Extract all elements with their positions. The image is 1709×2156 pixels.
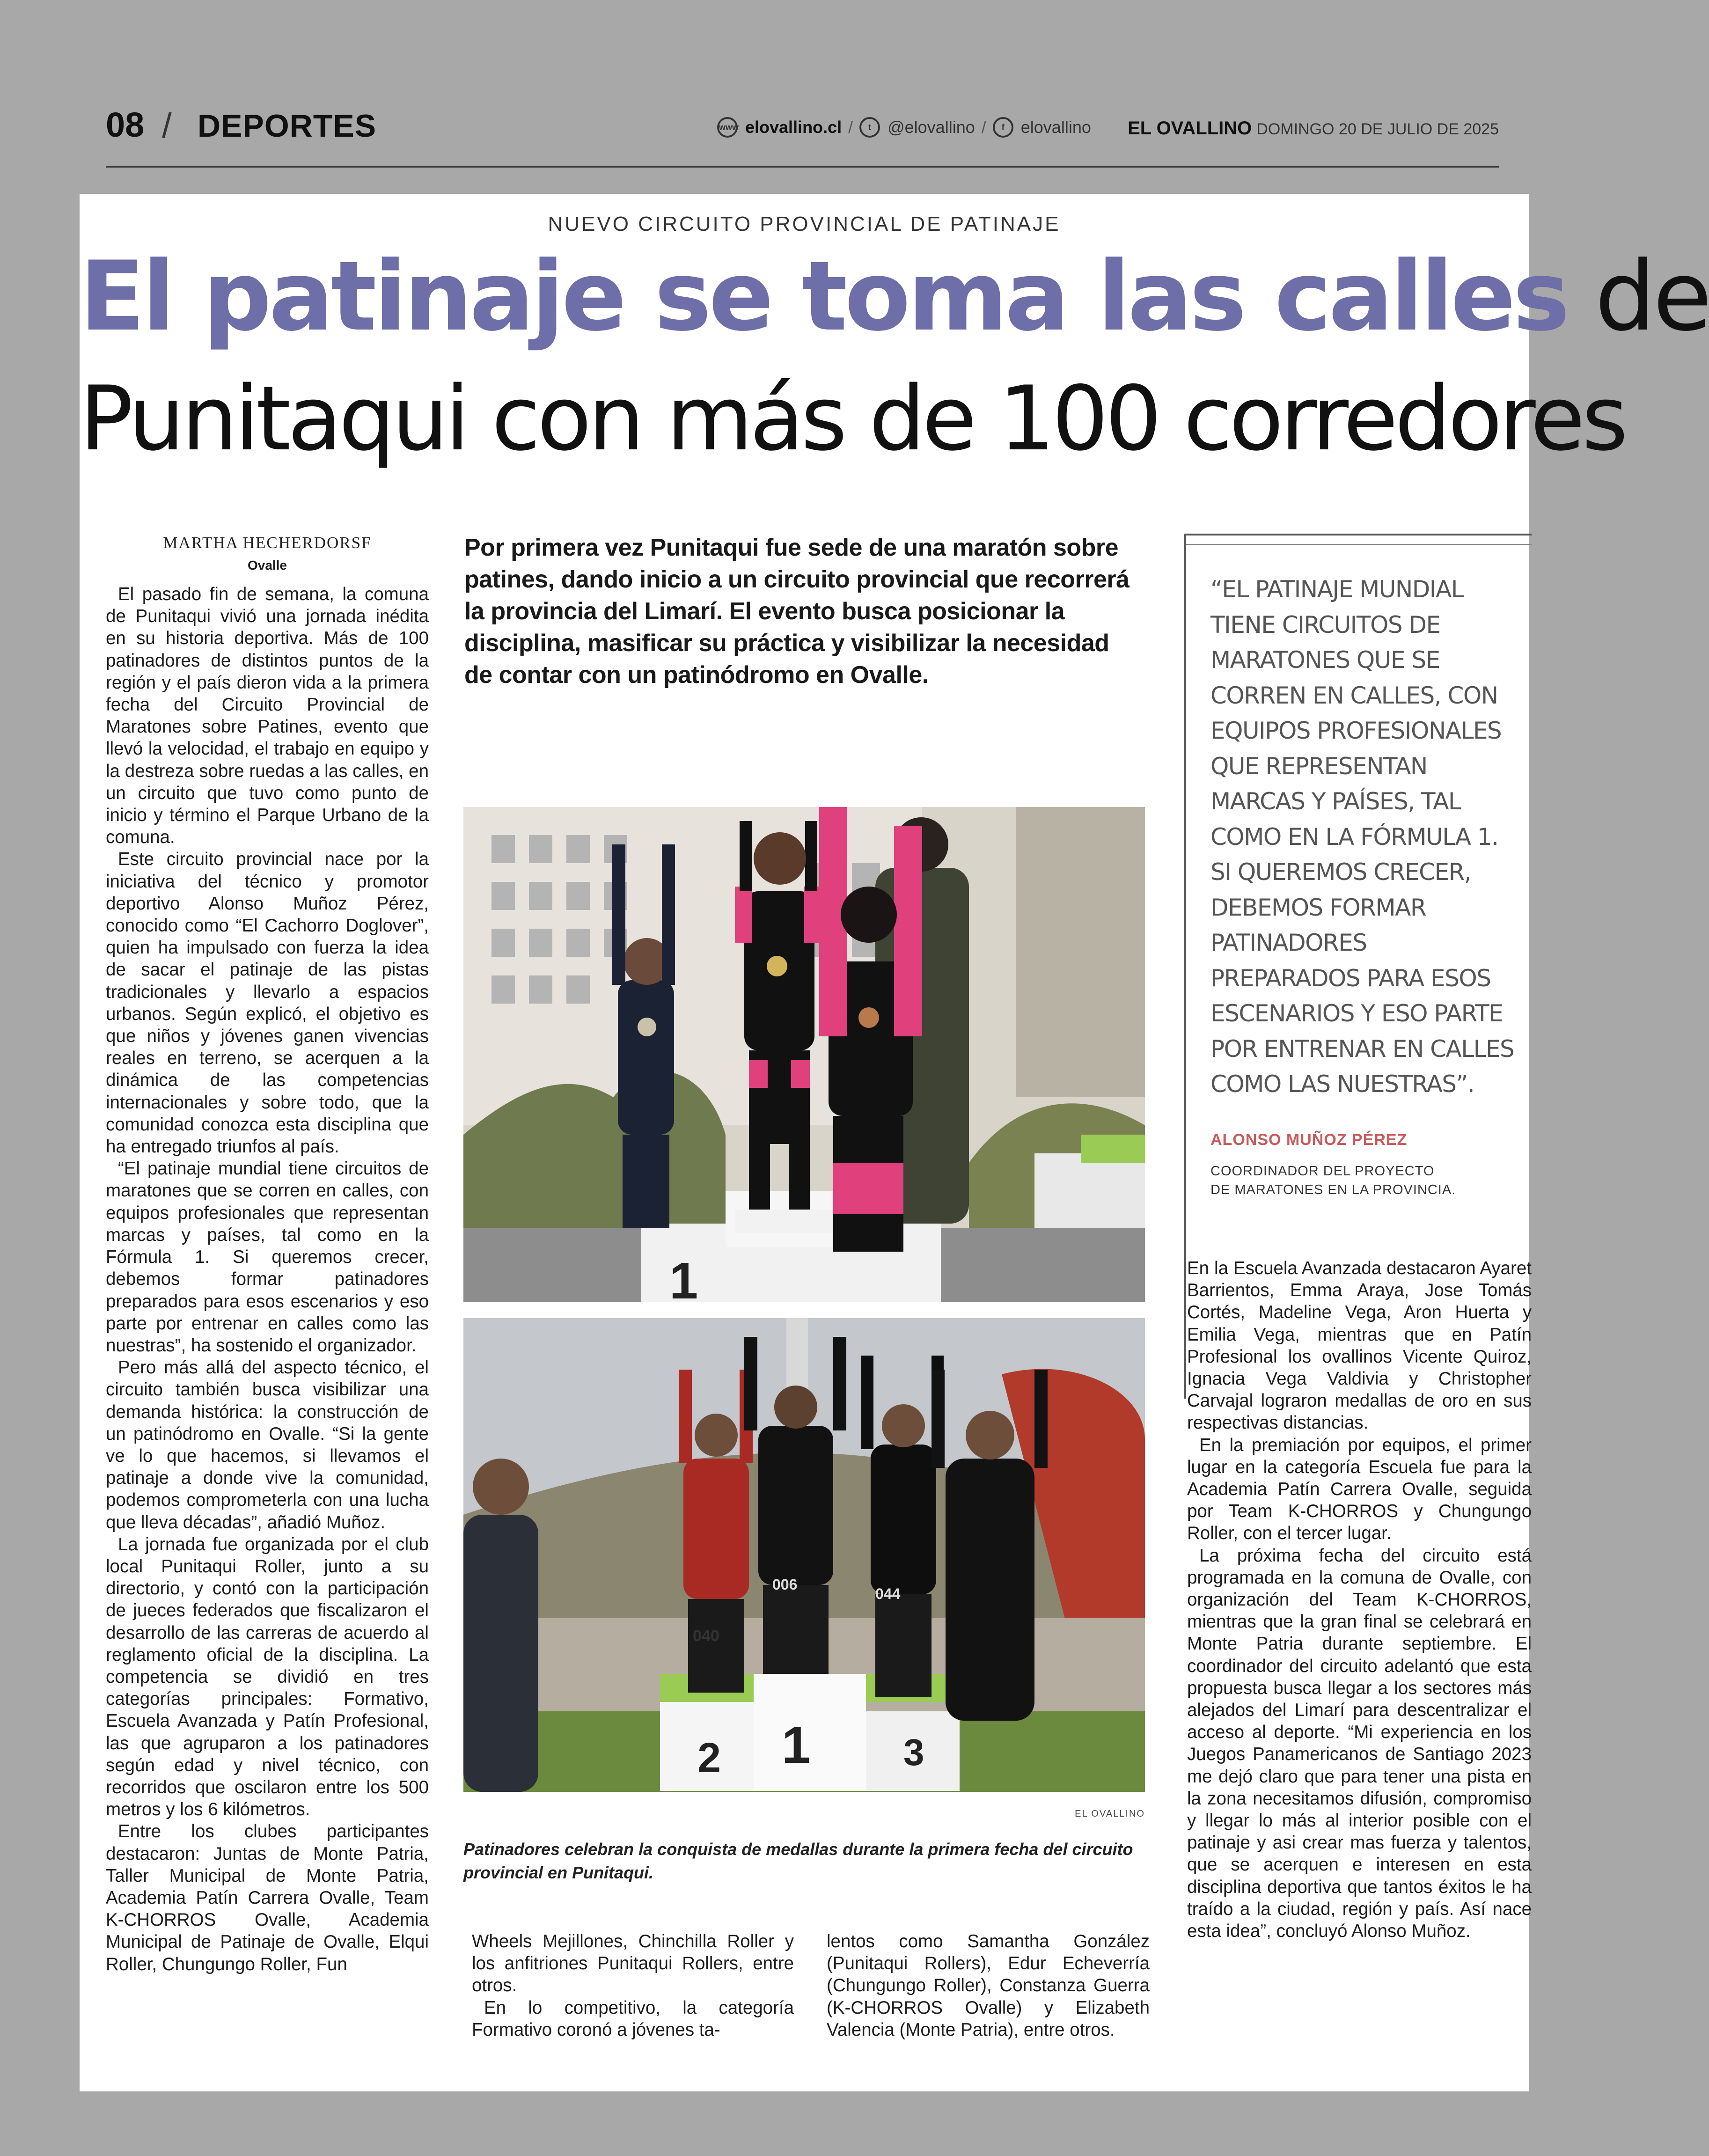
bib-number: 006 [772,1576,798,1593]
paragraph: “El patinaje mundial tiene circuitos de maratones que se corren en calles, con equipos profesionales que representan marcas y países, tal como en la Fórmula 1. Si queremos crecer, debemos formar patinadores preparados para esos escenarios y eso parte por entrenar en calles como las nuestras”, ha sostenido el organizador. [106,1159,429,1356]
paragraph: En la Escuela Avanzada destacaron Ayaret Barrientos, Emma Araya, Jose Tomás Cortés, Madeline Vega, Aron Huerta y Emilia Vega, mientras que en Patín Profesional los ovallinos Vicente Quiroz, Ignacia Vega Valdivia y Christopher Carvajal lograron medallas de oro en sus respectivas distancias. [1187,1258,1532,1433]
pull-quote-role-line: COORDINADOR DEL PROYECTO [1210,1164,1435,1179]
twitter-handle[interactable]: @elovallino [888,117,975,137]
paragraph: Este circuito provincial nace por la iniciativa del técnico y promotor deportivo Alonso Muñoz Pérez, conocido como “El Cachorro Doglover”, quien ha impulsado con fuerza la idea de sacar el patinaje de las pistas tradicionales y llevarlo a espacios urbanos. Según explicó, el objetivo es que niños y jóvenes ganen vivencias reales en terreno, se acerquen a la dinámica de las competencias internacionales y sobre todo, que la comunidad conozca esta disciplina que ha entregado triunfos al país. [106,849,429,1157]
www-globe-icon: www [717,117,738,138]
website-link[interactable]: elovallino.cl [745,117,842,137]
header-separator: / [162,106,172,145]
podium-photo-top [463,807,1145,1310]
page-header [106,102,1499,168]
photo-credit: EL OVALLINO [1075,1809,1145,1819]
paragraph: Wheels Mejillones, Chinchilla Roller y los anfitriones Punitaqui Rollers, entre otros. [472,1931,794,1996]
column-2 [472,1930,794,2041]
paragraph: La jornada fue organizada por el club local Punitaqui Roller, junto a su directorio, y contó con la participación de jueces federados que fiscalizaron el desarrollo de las carreras de acuerdo al reglamento oficial de la disciplina. La competencia se dividió en tres categorías principales: Formativo, Escuela Avanzada y Patín Profesional, las que agruparon a los patinadores según edad y nivel técnico, con recorridos que oscilaron entre los 500 metros y los 6 kilómetros. [106,1534,429,1820]
paragraph: En lo competitivo, la categoría Formativo coronó a jóvenes ta- [472,1997,794,2040]
facebook-icon: f [993,117,1013,138]
bib-number: 040 [693,1627,719,1645]
social-links [717,117,1091,138]
headline-line-2: Punitaqui con más de 100 corredores [80,367,1625,470]
podium-number-1: 1 [669,1252,698,1310]
podium-number-1: 1 [782,1716,811,1774]
paragraph: En la premiación por equipos, el primer lugar en la categoría Escuela fue para la Academia Patín Carrera Ovalle, seguida por Team K-CHORROS y Chungungo Roller, con el tercer lugar. [1187,1435,1532,1544]
podium-photo-bottom [463,1318,1145,1792]
pull-quote-rule [1186,534,1532,545]
masthead-date [1128,118,1499,139]
paragraph: La próxima fecha del circuito está programada en la comuna de Ovalle, con organización del Team K-CHORROS, mientras que la gran final se celebrará en Monte Patria durante septiembre. El coordinador del circuito adelantó que esta propuesta busca llegar a los sectores más alejados del Limarí para descentralizar el acceso al deporte. “Mi experiencia en los Juegos Panamericanos de Santiago 2023 me dejó claro que para tener una pista en la zona necesitamos difusión, compromiso y llegar lo más al interior posible con el patinaje y asi crear mas fuerza y talentos, que se acerquen e interesen en esta disciplina deportiva que tantos éxitos le ha traído a la ciudad, región y país. Así nace esta idea”, concluyó Alonso Muñoz. [1187,1545,1532,1942]
headline-rest: de [1567,241,1709,352]
column-4 [1187,1257,1532,1942]
section-name: DEPORTES [198,108,377,144]
pull-quote-text: “EL PATINAJE MUNDIAL TIENE CIRCUITOS DE MARATONES QUE SE CORREN EN CALLES, CON EQUIPOS PROFESIONALES QUE REPRESENTAN MARCAS Y PAÍSES, TAL COMO EN LA FÓRMULA 1. SI QUEREMOS CRECER, DEBEMOS FORMAR PATINADORES PREPARADOS PARA ESOS ESCENARIOS Y ESO PARTE POR ENTRENAR EN CALLES COMO LAS NUESTRAS”. [1210,576,1514,1098]
paragraph: Pero más allá del aspecto técnico, el circuito también busca visibilizar una demanda histórica: la construcción de un patinódromo en Ovalle. “Si la gente ve lo que hacemos, si llevamos el patinaje a donde vive la comunidad, podemos comprometerla con una lucha que lleva décadas”, añadió Muñoz. [106,1357,429,1533]
column-1 [106,583,429,1975]
article-page [80,194,1709,2091]
paragraph: El pasado fin de semana, la comuna de Punitaqui vivió una jornada inédita en su historia deportiva. Más de 100 patinadores de distintos puntos de la región y el país dieron vida a la primera fecha del Circuito Provincial de Maratones sobre Patines, evento que llevó la velocidad, el trabajo en equipo y la destreza sobre ruedas a las calles, en un circuito que tuvo como punto de inicio y término el Parque Urbano de la comuna. [106,584,429,848]
author-byline: MARTHA HECHERDORSF [163,534,372,552]
newspaper-name: EL OVALLINO [1128,118,1252,139]
dateline-location: Ovalle [247,558,287,572]
article-lead: Por primera vez Punitaqui fue sede de una maratón sobre patines, dando inicio a un circuito provincial que recorrerá la provincia del Limarí. El evento busca posicionar la disciplina, masificar su práctica y visibilizar la necesidad de contar con un patinódromo en Ovalle. [464,534,1130,689]
paragraph: lentos como Samantha González (Punitaqui Rollers), Edur Echeverría (Chungungo Roller), Constanza Guerra (K-CHORROS Ovalle) y Elizabeth Valencia (Monte Patria), entre otros. [827,1931,1150,2040]
facebook-handle[interactable]: elovallino [1020,117,1091,137]
headline-line-1 [80,241,1709,352]
podium-number-3: 3 [903,1731,924,1773]
podium-number-2: 2 [697,1735,721,1782]
photo-caption: Patinadores celebran la conquista de medallas durante la primera fecha del circuito provincial en Punitaqui. [463,1840,1133,1882]
podium-photo-top-image [463,807,1145,1310]
bib-number: 044 [875,1585,901,1602]
social-separator: / [848,117,853,137]
podium-photo-bottom-image [463,1318,1145,1792]
pull-quote-role-line: DE MARATONES EN LA PROVINCIA. [1210,1182,1456,1197]
social-separator: / [981,117,986,137]
twitter-icon: t [859,117,880,138]
pull-quote-role [1210,1162,1456,1199]
issue-date: DOMINGO 20 DE JULIO DE 2025 [1256,120,1499,138]
paragraph: Entre los clubes participantes destacaron: Juntas de Monte Patria, Taller Municipal de Monte Patria, Academia Patín Carrera Ovalle, Team K-CHORROS Ovalle, Academia Municipal de Patinaje de Ovalle, Elqui Roller, Chungungo Roller, Fun [106,1821,429,1974]
headline-accent: El patinaje se toma las calles [80,241,1567,352]
pull-quote-name: ALONSO MUÑOZ PÉREZ [1210,1131,1408,1149]
article-kicker: NUEVO CIRCUITO PROVINCIAL DE PATINAJE [548,213,1061,235]
column-3 [827,1930,1150,2041]
page-number: 08 [106,105,145,144]
